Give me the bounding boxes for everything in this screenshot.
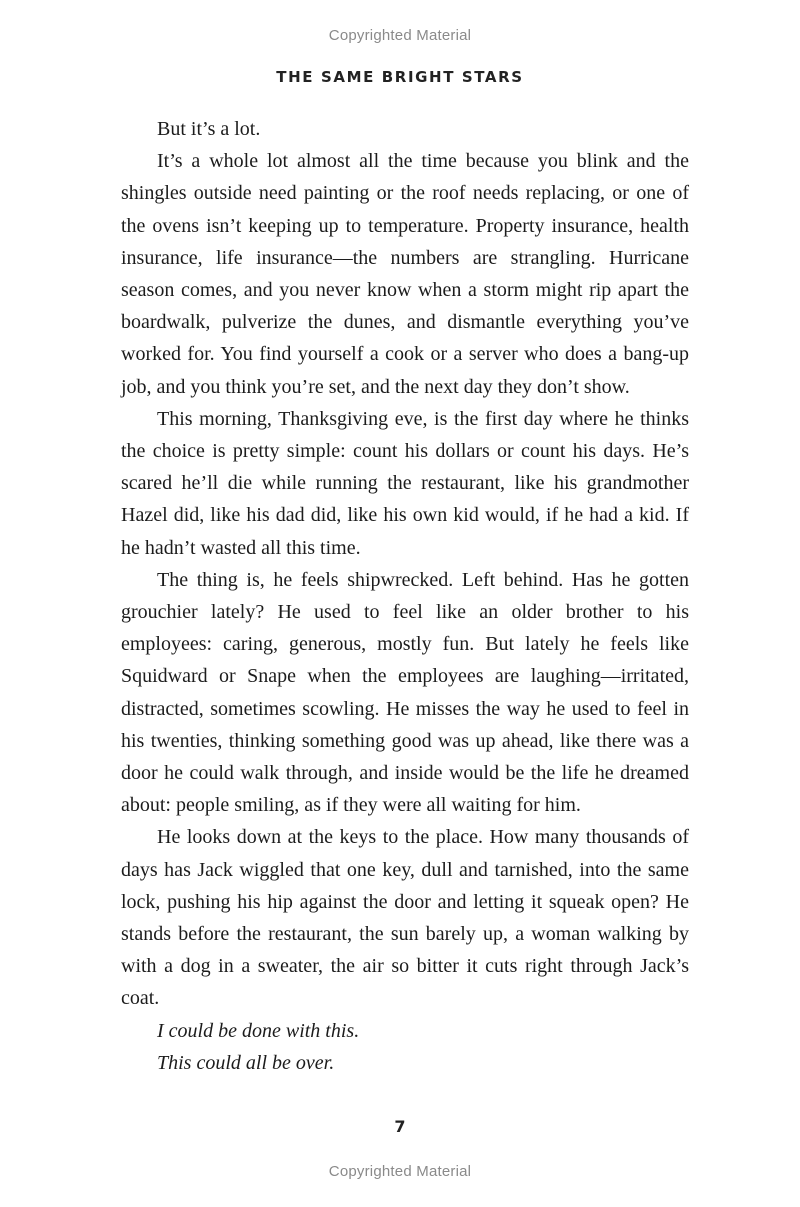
copyright-watermark-top: Copyrighted Material (328, 27, 472, 44)
paragraph: The thing is, he feels shipwrecked. Left behind. Has he gotten grouchier lately? He used to feel like an older brother to his employees: caring, generous, mostly fun. But lately he feels like Squidward or Snape when the employees are laughing—irritated, distracted, sometimes scowling. He misses the way he used to feel in his twenties, thinking something good was up ahead, like there was a door he could walk through, and inside would be the life he dreamed about: people smiling, as if they were all waiting for him. (121, 568, 689, 817)
paragraph: It’s a whole lot almost all the time because you blink and the shingles outside need painting or the roof needs replacing, or one of the ovens isn’t keeping up to temperature. Property insurance, health insurance, life insurance—the numbers are strangling. Hurricane season comes, and you never know when a storm might rip apart the boardwalk, pulverize the dunes, and dismantle everything you’ve worked for. You find yourself a cook or a server who does a bang-up job, and you think you’re set, and the next day they don’t show. (121, 150, 689, 398)
running-head: THE SAME BRIGHT STARS (276, 68, 524, 86)
page-body (121, 113, 689, 1079)
copyright-watermark-bottom: Copyrighted Material (328, 1163, 472, 1180)
paragraph: He looks down at the keys to the place. How many thousands of days has Jack wiggled that one key, dull and tarnished, into the same lock, pushing his hip against the door and letting it squeak open? He stands before the restaurant, the sun barely up, a woman walking by with a dog in a sweater, the air so bitter it cuts right through Jack’s coat. (121, 826, 689, 1010)
page-number: 7 (394, 1117, 406, 1136)
paragraph: This morning, Thanksgiving eve, is the first day where he thinks the choice is pretty simple: count his dollars or count his days. He’s scared he’ll die while running the restaurant, like his grandmother Hazel did, like his dad did, like his own kid would, if he had a kid. If he hadn’t wasted all this time. (121, 407, 689, 559)
paragraph: But it’s a lot. (157, 118, 261, 140)
italic-thought-line: I could be done with this. (157, 1019, 360, 1042)
italic-thought-line: This could all be over. (157, 1051, 335, 1074)
